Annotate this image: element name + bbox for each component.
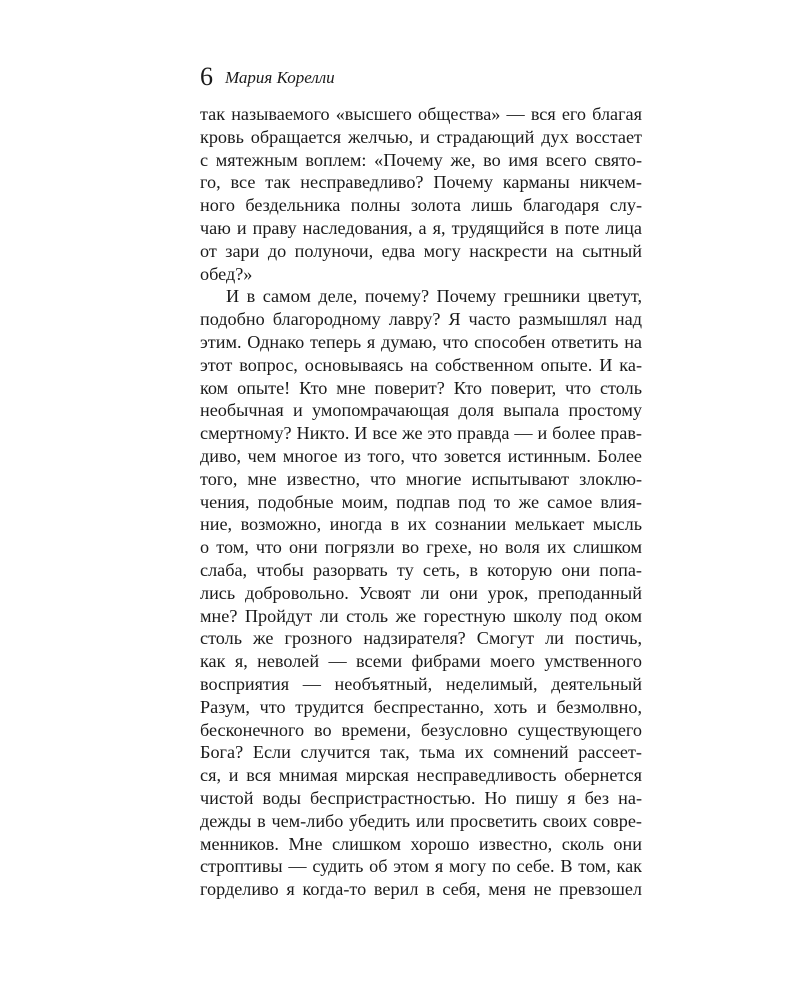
text-line: чения, подобные моим, подпав под то же самое влия- — [200, 491, 642, 512]
text-line: о том, что они погрязли во грехе, но воля их слишком — [200, 537, 642, 558]
text-line: как я, неволей — всеми фибрами моего умственного — [200, 651, 642, 672]
text-line: того, мне известно, что многие испытывают злоклю- — [200, 468, 642, 489]
text-line: строптивы — судить об этом я могу по себе. В том, как — [200, 856, 642, 877]
text-line: кровь обращается желчью, и страдающий дух восстает — [200, 126, 642, 147]
text-line: го, все так несправедливо? Почему карманы никчем- — [200, 172, 642, 193]
text-line: смертному? Никто. И все же это правда — и более прав- — [200, 423, 642, 444]
text-line: дежды в чем-либо убедить или просветить своих совре- — [200, 810, 642, 831]
text-line: ком опыте! Кто мне поверит? Кто поверит, что столь — [200, 377, 642, 398]
page-header — [200, 62, 640, 92]
text-line: с мятежным воплем: «Почему же, во имя всего свято- — [200, 149, 642, 170]
text-line: лись добровольно. Усвоят ли они урок, преподанный — [200, 582, 642, 603]
text-line: горделиво я когда-то верил в себя, меня не превзошел — [200, 879, 642, 900]
text-line: чистой воды беспристрастностью. Но пишу я без на- — [200, 787, 642, 808]
text-line: чаю и праву наследования, а я, трудящийся в поте лица — [200, 217, 642, 238]
text-line: обед?» — [200, 263, 253, 284]
text-line: Разум, что трудится беспрестанно, хоть и безмолвно, — [200, 696, 642, 717]
text-line: диво, чем многое из того, что зовется истинным. Более — [200, 445, 642, 466]
text-line: ся, и вся мнимая мирская несправедливость обернется — [200, 765, 642, 786]
text-line: восприятия — необъятный, неделимый, деятельный — [200, 673, 642, 694]
text-line: Бога? Если случится так, тьма их сомнений рассеет- — [200, 742, 642, 763]
text-line: подобно благородному лавру? Я часто размышлял над — [200, 309, 642, 330]
text-line: ного бездельника полны золота лишь благодаря слу- — [200, 195, 642, 216]
text-line: этим. Однако теперь я думаю, что способен ответить на — [200, 331, 642, 352]
text-line: так называемого «высшего общества» — вся его благая — [200, 104, 642, 124]
running-head-author: Мария Корелли — [225, 68, 335, 87]
text-line: слаба, чтобы разорвать ту сеть, в которую они попа- — [200, 559, 642, 580]
body-text — [200, 103, 642, 901]
text-line: столь же грозного надзирателя? Смогут ли постичь, — [200, 628, 642, 649]
paragraph-first-line: И в самом деле, почему? Почему грешники цветут, — [226, 286, 642, 307]
text-line: этот вопрос, основываясь на собственном опыте. И ка- — [200, 354, 642, 375]
text-line: менников. Мне слишком хорошо известно, сколь они — [200, 833, 642, 854]
text-line: от зари до полуночи, едва могу наскрести на сытный — [200, 240, 642, 261]
text-line: бесконечного во времени, безусловно существующего — [200, 719, 642, 740]
text-line: мне? Пройдут ли столь же горестную школу под оком — [200, 605, 642, 626]
text-line: ние, возможно, иногда в их сознании мелькает мысль — [200, 514, 642, 535]
text-line: необычная и умопомрачающая доля выпала простому — [200, 400, 642, 421]
page-number: 6 — [200, 62, 213, 91]
